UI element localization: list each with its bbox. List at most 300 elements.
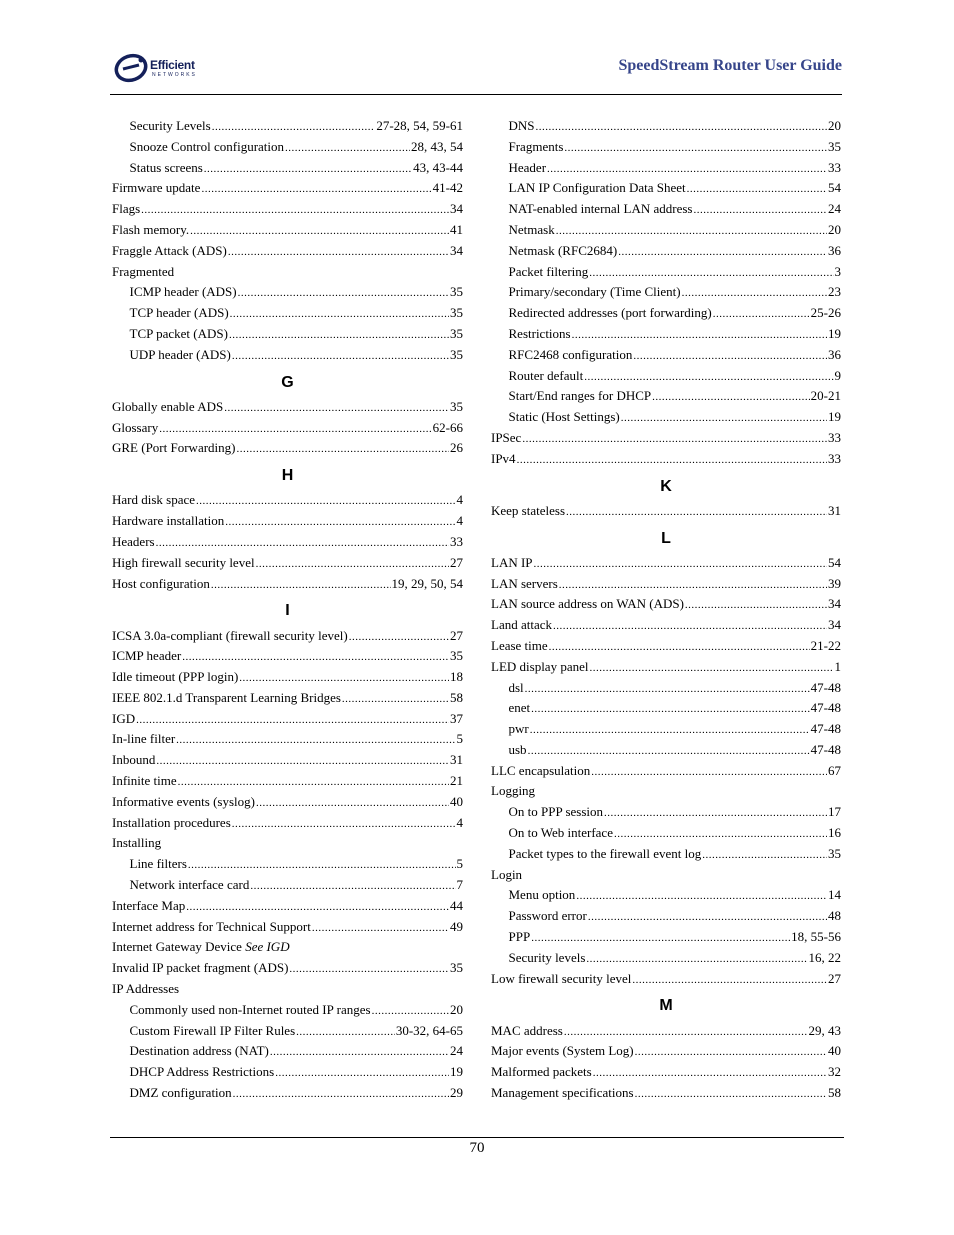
entry-label: NAT-enabled internal LAN address <box>508 201 693 217</box>
page-reference: 35 <box>450 305 463 321</box>
dot-leader <box>256 793 449 814</box>
dot-leader <box>270 1042 449 1063</box>
entry-label: Idle timeout (PPP login) <box>112 669 239 685</box>
page-reference: 23 <box>828 284 841 300</box>
entry-label: LAN source address on WAN (ADS) <box>491 596 684 612</box>
page-reference: 34 <box>828 596 841 612</box>
dot-leader <box>702 845 827 866</box>
index-entry <box>491 1021 841 1042</box>
index-column-right <box>491 116 841 1104</box>
entry-label: LLC encapsulation <box>491 762 591 778</box>
index-subentry <box>112 137 463 158</box>
efficient-networks-logo <box>114 52 224 86</box>
index-subentry <box>491 386 841 407</box>
entry-term <box>112 833 161 854</box>
index-subentry <box>491 345 841 366</box>
dot-leader <box>285 138 410 159</box>
index-entry <box>491 553 841 574</box>
entry-term <box>130 1021 296 1042</box>
entry-label: IEEE 802.1.d Transparent Learning Bridges <box>112 689 341 705</box>
entry-term <box>509 906 587 927</box>
guide-title: SpeedStream Router User Guide <box>618 57 842 74</box>
index-subentry <box>112 854 463 875</box>
page-reference: 32 <box>828 1064 841 1080</box>
entry-label: Line filters <box>129 856 187 872</box>
dot-leader <box>372 1001 449 1022</box>
dot-leader <box>556 221 827 242</box>
page-reference: 35 <box>450 325 463 341</box>
page-reference: 37 <box>450 710 463 726</box>
entry-term <box>112 553 255 574</box>
page-reference: 35 <box>828 845 841 861</box>
entry-term <box>112 178 200 199</box>
dot-leader <box>632 970 827 991</box>
entry-term <box>112 792 255 813</box>
dot-leader <box>576 886 827 907</box>
index-entry <box>112 750 463 771</box>
dot-leader <box>178 772 449 793</box>
entry-label: Network interface card <box>129 877 250 893</box>
dot-leader <box>296 1022 395 1043</box>
entry-term <box>491 428 521 449</box>
index-entry <box>112 958 463 979</box>
index-subentry <box>491 740 841 761</box>
dot-leader <box>201 179 431 200</box>
entry-term <box>509 282 681 303</box>
entry-label: RFC2468 configuration <box>508 346 633 362</box>
entry-term <box>491 1021 563 1042</box>
page-reference: 43, 43-44 <box>413 159 463 175</box>
page-reference: 35 <box>450 398 463 414</box>
entry-term <box>509 262 589 283</box>
page-reference: 33 <box>450 533 463 549</box>
index-entry <box>112 771 463 792</box>
entry-label: Host configuration <box>112 575 210 591</box>
entry-label: enet <box>508 700 531 716</box>
index-entry <box>491 1062 841 1083</box>
page-reference: 49 <box>450 918 463 934</box>
entry-label: IPSec <box>491 429 522 445</box>
entry-term <box>112 667 238 688</box>
dot-leader <box>156 533 449 554</box>
page-reference: 29 <box>450 1085 463 1101</box>
entry-label: Internet address for Technical Support <box>112 918 311 934</box>
entry-label: Snooze Control configuration <box>129 138 285 154</box>
page-reference: 4 <box>456 513 463 529</box>
dot-leader <box>517 450 827 471</box>
dot-leader <box>136 710 449 731</box>
page-reference: 4 <box>456 492 463 508</box>
dot-leader <box>237 439 450 460</box>
index-entry <box>112 178 463 199</box>
index-entry <box>112 917 463 938</box>
index-subentry <box>491 324 841 345</box>
page-reference: 21 <box>450 773 463 789</box>
entry-term <box>509 823 613 844</box>
dot-leader <box>212 117 376 138</box>
page-reference: 5 <box>456 731 463 747</box>
dot-leader <box>349 627 449 648</box>
index-subentry <box>491 407 841 428</box>
index-entry <box>112 199 463 220</box>
page-reference: 26 <box>450 440 463 456</box>
page-header <box>110 50 842 94</box>
page-reference: 28, 43, 54 <box>411 138 463 154</box>
entry-label: DHCP Address Restrictions <box>129 1064 275 1080</box>
entry-term <box>112 896 185 917</box>
entry-label: Start/End ranges for DHCP <box>508 388 652 404</box>
entry-term <box>509 698 531 719</box>
dot-leader <box>584 367 833 388</box>
entry-term <box>509 407 620 428</box>
entry-term <box>112 813 231 834</box>
page-reference: 41-42 <box>432 180 463 196</box>
entry-term <box>509 241 618 262</box>
page-reference: 19 <box>828 325 841 341</box>
dot-leader <box>534 554 827 575</box>
entry-label: Invalid IP packet fragment (ADS) <box>112 960 289 976</box>
entry-label: Management specifications <box>491 1085 634 1101</box>
entry-term <box>509 178 686 199</box>
entry-term <box>112 532 155 553</box>
footer-rule <box>110 1137 844 1138</box>
dot-leader <box>250 876 455 897</box>
entry-term <box>509 303 712 324</box>
index-subentry <box>491 366 841 387</box>
dot-leader <box>633 346 827 367</box>
page-reference: 47-48 <box>810 741 841 757</box>
index-subentry <box>491 303 841 324</box>
page-reference: 4 <box>456 814 463 830</box>
index-subentry <box>491 158 841 179</box>
entry-term <box>491 969 631 990</box>
logo-wordmark: Efficient <box>150 58 195 72</box>
entry-label: High firewall security level <box>112 554 255 570</box>
page-reference: 18 <box>450 669 463 685</box>
index-entry <box>112 418 463 439</box>
dot-leader <box>586 949 807 970</box>
entry-term <box>491 449 516 470</box>
index-entry <box>491 969 841 990</box>
dot-leader <box>687 179 827 200</box>
entry-term <box>112 262 174 283</box>
page-reference: 14 <box>828 887 841 903</box>
page-reference: 40 <box>828 1043 841 1059</box>
entry-label: Netmask <box>508 221 555 237</box>
index-entry <box>112 532 463 553</box>
entry-term <box>112 397 223 418</box>
entry-label: Internet Gateway Device <box>112 939 246 955</box>
page-reference: 67 <box>828 762 841 778</box>
entry-term <box>509 366 584 387</box>
entry-term <box>491 1083 634 1104</box>
entry-label: TCP header (ADS) <box>129 305 229 321</box>
dot-leader <box>256 554 449 575</box>
entry-term <box>509 220 555 241</box>
entry-term <box>130 1041 269 1062</box>
entry-label: Custom Firewall IP Filter Rules <box>129 1022 296 1038</box>
entry-term <box>112 729 175 750</box>
dot-leader <box>566 502 827 523</box>
entry-term <box>112 709 135 730</box>
index-subentry <box>491 282 841 303</box>
dot-leader <box>531 928 790 949</box>
entry-label: Globally enable ADS <box>112 398 224 414</box>
index-entry <box>112 813 463 834</box>
page-reference: 33 <box>828 159 841 175</box>
entry-term <box>491 501 565 522</box>
entry-term <box>112 917 311 938</box>
index-entry <box>112 937 463 958</box>
dot-leader <box>211 575 391 596</box>
entry-label: Destination address (NAT) <box>129 1043 269 1059</box>
logo-subtitle: NETWORKS <box>152 72 197 78</box>
dot-leader <box>156 751 449 772</box>
index-entry <box>112 646 463 667</box>
entry-term <box>491 865 522 886</box>
entry-label: Packet types to the firewall event log <box>508 845 702 861</box>
dot-leader <box>522 429 827 450</box>
page-reference: 16 <box>828 825 841 841</box>
index-entry <box>112 241 463 262</box>
page-reference: 41 <box>450 221 463 237</box>
dot-leader <box>635 1042 827 1063</box>
entry-label: ICMP header <box>112 648 182 664</box>
entry-label: Hardware installation <box>112 513 225 529</box>
dot-leader <box>232 346 449 367</box>
index-subentry <box>112 1041 463 1062</box>
index-subentry <box>112 1000 463 1021</box>
entry-term <box>491 1041 634 1062</box>
page-reference: 27 <box>450 627 463 643</box>
page-reference: 30-32, 64-65 <box>395 1022 463 1038</box>
entry-label: Security levels <box>508 949 586 965</box>
page-reference: 7 <box>456 877 463 893</box>
entry-label: Status screens <box>129 159 203 175</box>
dot-leader <box>564 1022 808 1043</box>
page-reference: 1 <box>834 658 841 674</box>
page-reference: 54 <box>828 180 841 196</box>
dot-leader <box>342 689 449 710</box>
entry-label: IPv4 <box>491 450 516 466</box>
entry-label: dsl <box>508 679 524 695</box>
page-number: 70 <box>469 1140 485 1156</box>
entry-label: Lease time <box>491 637 548 653</box>
page-reference: 39 <box>828 575 841 591</box>
index-subentry <box>491 262 841 283</box>
entry-label: Redirected addresses (port forwarding) <box>508 305 712 321</box>
dot-leader <box>289 959 449 980</box>
index-subentry <box>491 698 841 719</box>
entry-label: Security Levels <box>129 118 211 133</box>
entry-label: Land attack <box>491 617 552 633</box>
see-reference: See IGD <box>245 939 290 955</box>
dot-leader <box>233 1084 449 1105</box>
entry-term <box>509 137 564 158</box>
index-subentry <box>112 1021 463 1042</box>
entry-term <box>509 948 586 969</box>
entry-term <box>130 282 237 303</box>
index-column-left <box>112 116 463 1104</box>
index-entry <box>112 709 463 730</box>
entry-term <box>112 438 236 459</box>
dot-leader <box>528 741 810 762</box>
page-reference: 35 <box>828 138 841 154</box>
index-entry <box>491 449 841 470</box>
entry-term <box>112 626 348 647</box>
page-reference: 19 <box>450 1064 463 1080</box>
page-reference: 33 <box>828 450 841 466</box>
index-subentry <box>491 948 841 969</box>
dot-leader <box>589 263 833 284</box>
entry-term <box>509 844 702 865</box>
entry-term <box>130 1062 275 1083</box>
entry-label: PPP <box>508 929 531 945</box>
index-entry <box>491 636 841 657</box>
section-letter: M <box>659 997 673 1015</box>
index-entry <box>112 397 463 418</box>
index-subentry <box>491 199 841 220</box>
index-entry <box>112 574 463 595</box>
page-reference: 24 <box>828 201 841 217</box>
entry-term <box>130 116 211 137</box>
index-subentry <box>491 844 841 865</box>
entry-term <box>509 386 652 407</box>
index-entry <box>112 667 463 688</box>
entry-label: ICMP header (ADS) <box>129 284 237 300</box>
entry-term <box>491 615 552 636</box>
page-reference: 62-66 <box>432 419 463 435</box>
entry-label: On to PPP session <box>508 804 604 820</box>
dot-leader <box>553 616 827 637</box>
dot-leader <box>685 595 827 616</box>
section-letter: L <box>661 529 671 547</box>
entry-term <box>130 137 285 158</box>
entry-label: ICSA 3.0a-compliant (firewall security level) <box>112 627 348 643</box>
entry-term <box>509 116 535 137</box>
index-subentry <box>491 719 841 740</box>
entry-label: LED display panel <box>491 658 589 674</box>
logo-e-icon <box>114 52 150 84</box>
entry-label: Flags <box>112 201 141 217</box>
page-reference: 44 <box>450 897 463 913</box>
entry-label: Inbound <box>112 752 156 768</box>
entry-term <box>130 1000 371 1021</box>
index-subentry <box>491 678 841 699</box>
page-reference: 34 <box>450 201 463 217</box>
entry-term <box>112 750 155 771</box>
index-entry <box>491 761 841 782</box>
dot-leader <box>141 200 449 221</box>
index-subentry <box>112 1083 463 1104</box>
entry-label: Informative events (syslog) <box>112 793 255 809</box>
page-reference: 35 <box>450 648 463 664</box>
entry-label: Logging <box>491 783 536 799</box>
index-entry <box>491 865 841 886</box>
index-entry <box>112 438 463 459</box>
entry-term <box>491 657 588 678</box>
index-subentry <box>491 137 841 158</box>
section-letter: G <box>281 373 294 391</box>
entry-label: Installation procedures <box>112 814 231 830</box>
page-reference: 27-28, 54, 59-61 <box>376 118 463 133</box>
entry-label: Packet filtering <box>508 263 589 279</box>
index-subentry <box>112 158 463 179</box>
page-reference: 20 <box>828 118 841 133</box>
page-reference: 19, 29, 50, 54 <box>391 575 463 591</box>
index-subentry <box>112 1062 463 1083</box>
page-reference: 27 <box>828 970 841 986</box>
dot-leader <box>224 398 449 419</box>
page-reference: 47-48 <box>810 679 841 695</box>
page-reference: 5 <box>456 856 463 872</box>
entry-term <box>509 802 604 823</box>
page-reference: 25-26 <box>810 305 841 321</box>
index-entry <box>112 262 463 283</box>
entry-term <box>491 574 558 595</box>
entry-label: Menu option <box>508 887 576 903</box>
entry-label: Static (Host Settings) <box>508 409 620 425</box>
dot-leader <box>682 283 827 304</box>
entry-term <box>112 958 288 979</box>
entry-label: Fraggle Attack (ADS) <box>112 242 227 258</box>
index-entry <box>491 574 841 595</box>
index-entry <box>112 511 463 532</box>
section-letter: I <box>285 602 290 620</box>
dot-leader <box>225 512 455 533</box>
page-reference: 35 <box>450 346 463 362</box>
page-reference: 16, 22 <box>808 949 841 965</box>
dot-leader <box>196 491 455 512</box>
entry-label: Infinite time <box>112 773 177 789</box>
page-reference: 58 <box>450 689 463 705</box>
dot-leader <box>652 387 810 408</box>
page-reference: 29, 43 <box>808 1022 841 1038</box>
entry-label: Header <box>508 159 547 175</box>
dot-leader <box>530 720 810 741</box>
entry-term <box>130 1083 232 1104</box>
dot-leader <box>591 762 827 783</box>
page-reference: 31 <box>450 752 463 768</box>
index-subentry <box>112 116 463 137</box>
page-reference: 18, 55-56 <box>791 929 841 945</box>
entry-term <box>491 761 590 782</box>
entry-term <box>112 979 179 1000</box>
dot-leader <box>204 159 412 180</box>
page-reference: 3 <box>834 263 841 279</box>
entry-label: Fragmented <box>112 263 175 279</box>
entry-label: Hard disk space <box>112 492 196 508</box>
page-reference: 27 <box>450 554 463 570</box>
dot-leader <box>549 637 810 658</box>
index-entry <box>491 1083 841 1104</box>
entry-label: Primary/secondary (Time Client) <box>508 284 681 300</box>
page-reference: 47-48 <box>810 721 841 737</box>
index-subentry <box>491 220 841 241</box>
index-entry <box>491 594 841 615</box>
entry-term <box>509 324 571 345</box>
index-entry <box>491 1041 841 1062</box>
index-entry <box>112 553 463 574</box>
entry-term <box>112 220 189 241</box>
entry-label: LAN IP <box>491 554 533 570</box>
dot-leader <box>618 242 827 263</box>
section-letter: H <box>281 467 294 485</box>
page-reference: 40 <box>450 793 463 809</box>
entry-term <box>112 490 195 511</box>
page-reference: 54 <box>828 554 841 570</box>
page-reference: 36 <box>828 242 841 258</box>
